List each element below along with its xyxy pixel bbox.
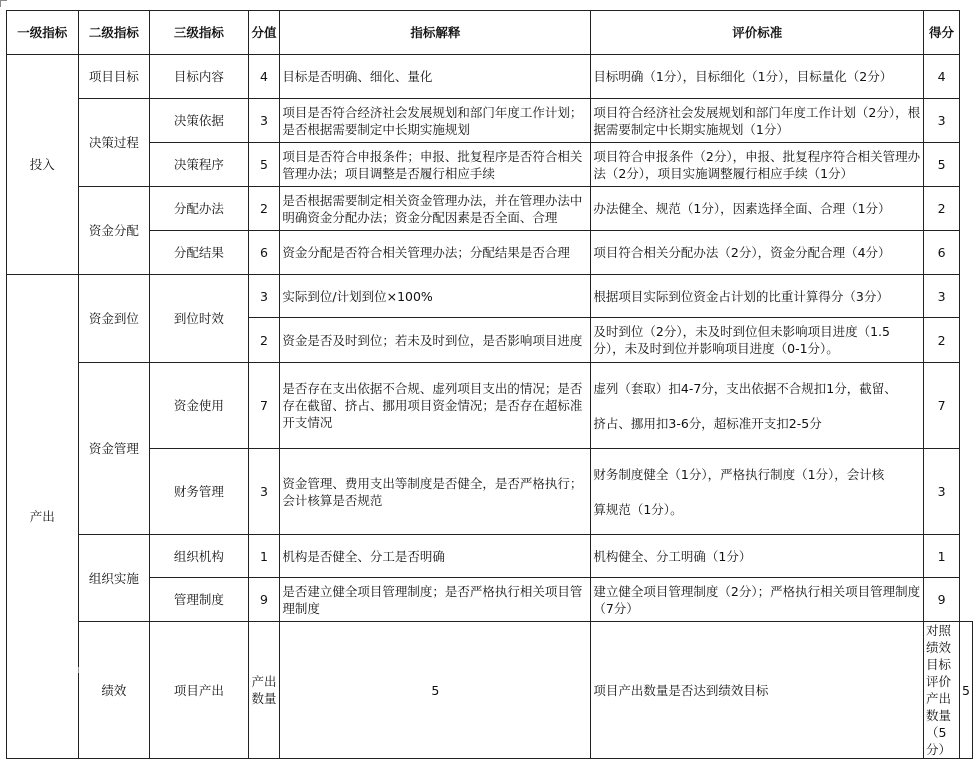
table-row — [7, 578, 973, 622]
criteria-cell: 项目符合经济社会发展规划和部门年度工作计划（2分），根据需要制定中长期实施规划（1分） — [591, 99, 924, 143]
table-row — [7, 363, 973, 449]
table-row — [7, 231, 973, 275]
table-row — [7, 622, 973, 759]
got-cell: 6 — [924, 231, 960, 275]
header-score: 分值 — [248, 11, 280, 55]
got-cell: 3 — [924, 275, 960, 318]
level3-cell: 资金使用 — [150, 363, 248, 449]
got-cell: 9 — [924, 578, 960, 622]
criteria-line: 挤占、挪用扣3-6分，超标准开支扣2-5分 — [593, 415, 822, 431]
table-row — [7, 55, 973, 99]
level3-cell: 到位时效 — [150, 275, 248, 363]
explanation-cell: 资金是否及时到位；若未及时到位，是否影响项目进度 — [280, 318, 591, 363]
header-explanation: 指标解释 — [280, 11, 591, 55]
got-cell: 5 — [960, 622, 973, 759]
level2-cell: 资金分配 — [78, 187, 150, 275]
explanation-cell: 是否根据需要制定相关资金管理办法，并在管理办法中明确资金分配办法；资金分配因素是否全面、合理 — [280, 187, 591, 231]
explanation-cell: 是否建立健全项目管理制度；是否严格执行相关项目管理制度 — [280, 578, 591, 622]
explanation-cell: 项目是否符合申报条件；申报、批复程序是否符合相关管理办法；项目调整是否履行相应手续 — [280, 143, 591, 187]
level3-cell: 财务管理 — [150, 449, 248, 535]
header-level1: 一级指标 — [7, 11, 79, 55]
level3-cell: 分配结果 — [150, 231, 248, 275]
criteria-cell: 建立健全项目管理制度（2分）；严格执行相关项目管理制度（7分） — [591, 578, 924, 622]
criteria-cell: 机构健全、分工明确（1分） — [591, 535, 924, 578]
got-cell: 2 — [924, 187, 960, 231]
evaluation-table — [6, 10, 973, 759]
got-cell: 3 — [924, 449, 960, 535]
criteria-cell: 办法健全、规范（1分），因素选择全面、合理（1分） — [591, 187, 924, 231]
table-row — [7, 449, 973, 535]
level1-cell: 绩效 — [78, 622, 150, 759]
table-row — [7, 143, 973, 187]
score-cell: 6 — [248, 231, 280, 275]
explanation-cell: 机构是否健全、分工是否明确 — [280, 535, 591, 578]
footer-mark — [78, 667, 84, 673]
level1-cell: 投入 — [7, 55, 79, 275]
level3-cell: 目标内容 — [150, 55, 248, 99]
table-row — [7, 99, 973, 143]
got-cell: 3 — [924, 99, 960, 143]
score-cell: 5 — [280, 622, 591, 759]
got-cell: 4 — [924, 55, 960, 99]
criteria-cell: 项目符合相关分配办法（2分），资金分配合理（4分） — [591, 231, 924, 275]
table-row — [7, 187, 973, 231]
criteria-cell: 目标明确（1分），目标细化（1分），目标量化（2分） — [591, 55, 924, 99]
level2-cell: 项目产出 — [150, 622, 248, 759]
level2-cell: 资金到位 — [78, 275, 150, 363]
score-cell: 3 — [248, 449, 280, 535]
score-cell: 3 — [248, 275, 280, 318]
score-cell: 7 — [248, 363, 280, 449]
score-cell: 1 — [248, 535, 280, 578]
score-cell: 4 — [248, 55, 280, 99]
level3-cell: 决策依据 — [150, 99, 248, 143]
got-cell: 2 — [924, 318, 960, 363]
criteria-cell: 对照绩效目标评价产出数量（5分） — [924, 622, 960, 759]
criteria-cell: 根据项目实际到位资金占计划的比重计算得分（3分） — [591, 275, 924, 318]
got-cell: 1 — [924, 535, 960, 578]
criteria-cell: 及时到位（2分），未及时到位但未影响项目进度（1.5分），未及时到位并影响项目进度（0-1分）。 — [591, 318, 924, 363]
explanation-cell: 项目产出数量是否达到绩效目标 — [591, 622, 924, 759]
level2-cell: 组织实施 — [78, 535, 150, 622]
corner-mark — [0, 0, 7, 7]
level3-cell: 产出数量 — [248, 622, 280, 759]
table-row — [7, 535, 973, 578]
got-cell: 7 — [924, 363, 960, 449]
evaluation-table-wrapper — [6, 10, 973, 759]
header-got: 得分 — [924, 11, 960, 55]
header-level2: 二级指标 — [78, 11, 150, 55]
level3-cell: 分配办法 — [150, 187, 248, 231]
score-cell: 5 — [248, 143, 280, 187]
explanation-cell: 是否存在支出依据不合规、虚列项目支出的情况；是否存在截留、挤占、挪用项目资金情况；是否存在超标准开支情况 — [280, 363, 591, 449]
explanation-cell: 项目是否符合经济社会发展规划和部门年度工作计划；是否根据需要制定中长期实施规划 — [280, 99, 591, 143]
criteria-line: 算规范（1分）。 — [593, 501, 683, 517]
explanation-cell: 目标是否明确、细化、量化 — [280, 55, 591, 99]
header-row — [7, 11, 973, 55]
criteria-cell — [591, 363, 924, 449]
criteria-cell — [591, 449, 924, 535]
level2-cell: 资金管理 — [78, 363, 150, 535]
explanation-cell: 资金管理、费用支出等制度是否健全，是否严格执行；会计核算是否规范 — [280, 449, 591, 535]
criteria-line: 虚列（套取）扣4-7分，支出依据不合规扣1分，截留、 — [593, 380, 897, 396]
criteria-line: 财务制度健全（1分），严格执行制度（1分），会计核 — [593, 466, 885, 482]
explanation-cell: 资金分配是否符合相关管理办法；分配结果是否合理 — [280, 231, 591, 275]
got-cell: 5 — [924, 143, 960, 187]
level3-cell: 决策程序 — [150, 143, 248, 187]
level1-cell: 产出 — [7, 275, 79, 759]
score-cell: 2 — [248, 318, 280, 363]
score-cell: 9 — [248, 578, 280, 622]
level3-cell: 组织机构 — [150, 535, 248, 578]
score-cell: 3 — [248, 99, 280, 143]
explanation-cell: 实际到位/计划到位×100% — [280, 275, 591, 318]
level2-cell: 项目目标 — [78, 55, 150, 99]
score-cell: 2 — [248, 187, 280, 231]
level2-cell: 决策过程 — [78, 99, 150, 187]
level3-cell: 管理制度 — [150, 578, 248, 622]
criteria-cell: 项目符合申报条件（2分），申报、批复程序符合相关管理办法（2分），项目实施调整履行相应手续（1分） — [591, 143, 924, 187]
table-row — [7, 275, 973, 318]
header-criteria: 评价标准 — [591, 11, 924, 55]
header-level3: 三级指标 — [150, 11, 248, 55]
